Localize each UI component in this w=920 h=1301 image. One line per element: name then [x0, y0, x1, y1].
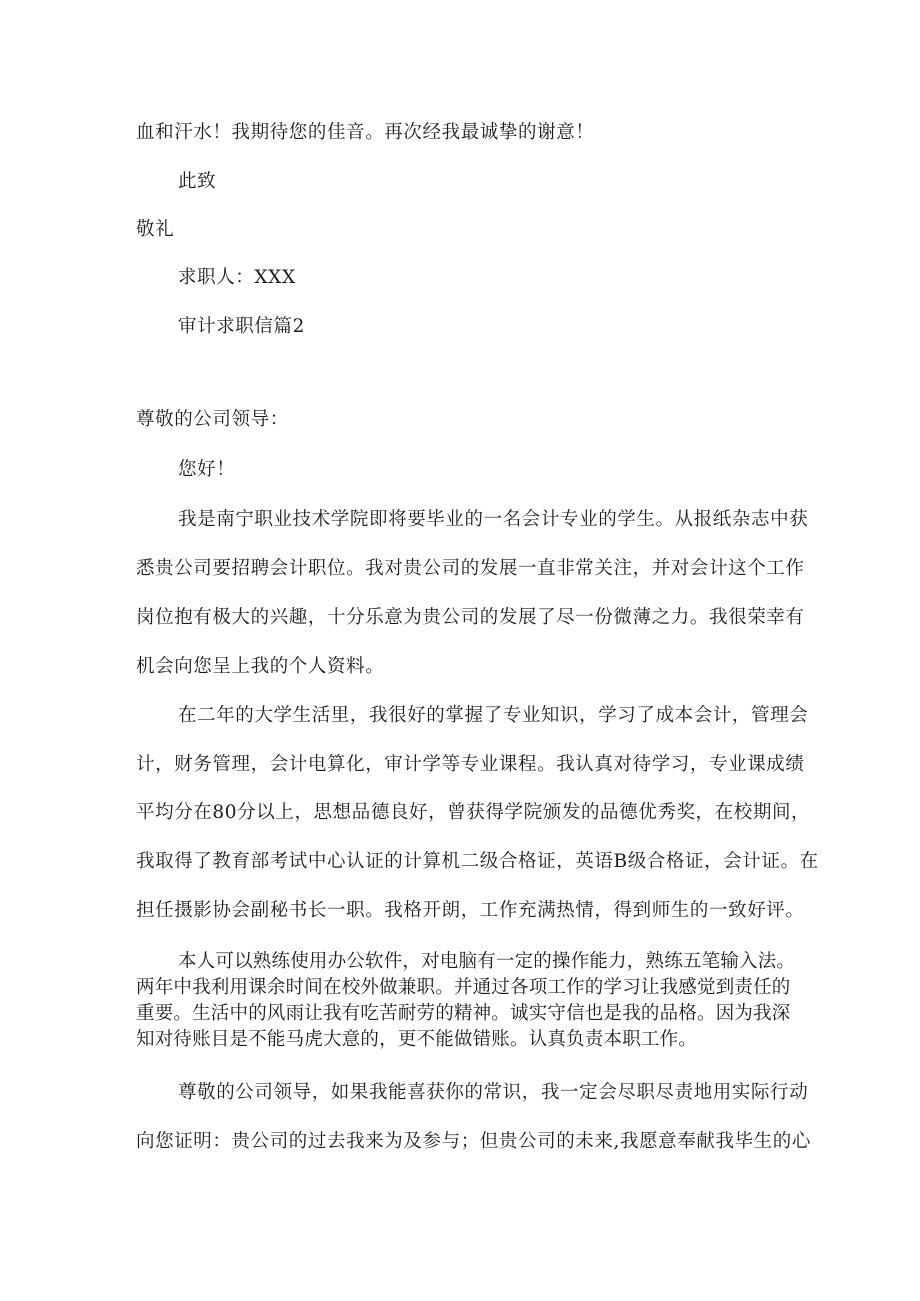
hello-line: 您好！: [178, 459, 236, 480]
paragraph-line: 机会向您呈上我的个人资料。: [136, 656, 385, 677]
paragraph-line: 重要。生活中的风雨让我有吃苦耐劳的精神。诚实守信也是我的品格。因为我深: [136, 1003, 791, 1024]
salutation-jingli: 敬礼: [136, 219, 175, 240]
paragraph-line: 我取得了教育部考试中心认证的计算机二级合格证，英语B级合格证，会计证。在: [136, 851, 819, 872]
paragraph-line: 向您证明：贵公司的过去我来为及参与；但贵公司的未来,我愿意奉献我毕生的心: [136, 1131, 811, 1152]
section-title: 审计求职信篇2: [178, 316, 305, 337]
paragraph-line: 悉贵公司要招聘会计职位。我对贵公司的发展一直非常关注，并对会计这个工作: [136, 558, 805, 579]
signature: 求职人：XXX: [178, 267, 296, 288]
greeting: 尊敬的公司领导：: [136, 409, 289, 430]
paragraph-line: 两年中我利用课余时间在校外做兼职。并通过各项工作的学习让我感觉到责任的: [136, 977, 791, 998]
paragraph-line: 在二年的大学生活里，我很好的掌握了专业知识，学习了成本会计，管理会: [178, 705, 809, 726]
closing-line: 血和汗水！我期待您的佳音。再次经我最诚挚的谢意！: [136, 122, 595, 143]
paragraph-line: 尊敬的公司领导，如果我能喜获你的常识，我一定会尽职尽责地用实际行动: [178, 1082, 809, 1103]
paragraph-line: 平均分在80分以上，思想品德良好，曾获得学院颁发的品德优秀奖，在校期间，: [136, 802, 811, 823]
paragraph-line: 我是南宁职业技术学院即将要毕业的一名会计专业的学生。从报纸杂志中获: [178, 509, 809, 530]
paragraph-line: 知对待账目是不能马虎大意的，更不能做错账。认真负责本职工作。: [136, 1029, 698, 1050]
paragraph-line: 担任摄影协会副秘书长一职。我格开朗，工作充满热情，得到师生的一致好评。: [136, 900, 805, 921]
salutation-cizhi: 此致: [178, 171, 217, 192]
paragraph-line: 计，财务管理，会计电算化，审计学等专业课程。我认真对待学习，专业课成绩: [136, 754, 805, 775]
paragraph-line: 本人可以熟练使用办公软件，对电脑有一定的操作能力，熟练五笔输入法。: [178, 951, 796, 972]
paragraph-line: 岗位抱有极大的兴趣，十分乐意为贵公司的发展了尽一份微薄之力。我很荣幸有: [136, 607, 805, 628]
